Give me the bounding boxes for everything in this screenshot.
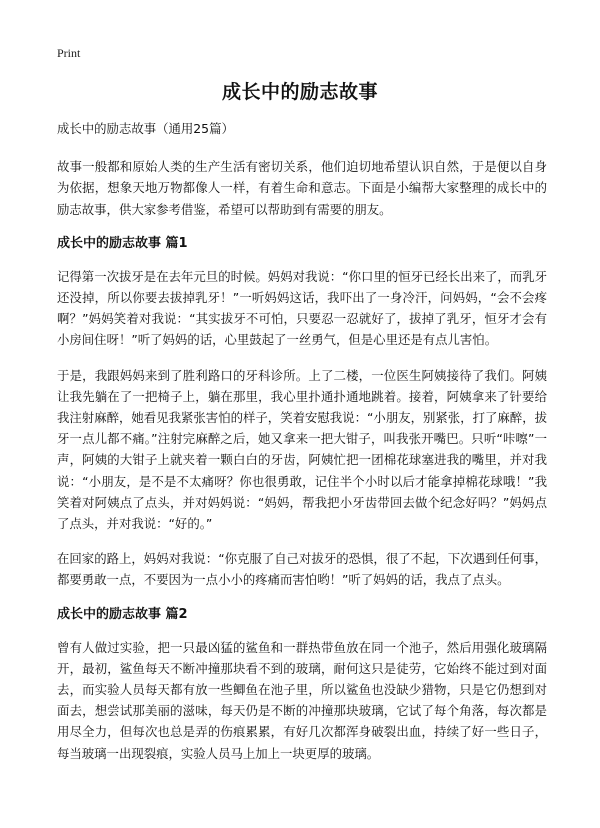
story-paragraph: 曾有人做过实验，把一只最凶猛的鲨鱼和一群热带鱼放在同一个池子，然后用强化玻璃隔开，最初，鲨鱼每天不断冲撞那块看不到的玻璃，耐何这只是徒劳，它始终不能过到对面去，而实验人员每天都有放一些鲫鱼在池子里，所以鲨鱼也没缺少猎物，只是它仍想到对面去，想尝试那美丽的滋味，每天仍是不断的冲撞那块玻璃，它试了每个角落，每次都是用尽全力，但每次也总是弄的伤痕累累，有好几次都浑身破裂出血，持续了好一些日子，每当玻璃一出现裂痕，实验人员马上加上一块更厚的玻璃。: [57, 639, 547, 761]
story-paragraph: 在回家的路上，妈妈对我说：“你克服了自己对拔牙的恐惧，很了不起，下次遇到任何事，都要勇敢一点，不要因为一点小小的疼痛而害怕哟！”听了妈妈的话，我点了点头。: [57, 551, 547, 588]
document-body: [57, 118, 547, 778]
document-subtitle: 成长中的励志故事（通用25篇）: [57, 121, 234, 136]
section-heading-2: 成长中的励志故事 篇2: [57, 606, 188, 622]
story-paragraph: 于是，我跟妈妈来到了胜利路口的牙科诊所。上了二楼，一位医生阿姨接待了我们。阿姨让我先躺在了一把椅子上，躺在那里，我心里扑通扑通地跳着。接着，阿姨拿来了针要给我注射麻醉，她看见我紧张害怕的样子，笑着安慰我说：“小朋友，别紧张，打了麻醉，拔牙一点儿都不痛。”注射完麻醉之后，她又拿来一把大钳子，叫我张开嘴巴。只听“咔嚓”一声，阿姨的大钳子上就夹着一颗白白的牙齿，阿姨忙把一团棉花球塞进我的嘴里，并对我说：“小朋友，是不是不太痛呀？你也很勇敢，记住半个小时以后才能拿掉棉花球哦！”我笑着对阿姨点了点头，并对妈妈说：“妈妈，帮我把小牙齿带回去做个纪念好吗？”妈妈点了点头，并对我说：“好的。”: [57, 367, 547, 532]
document-title: 成长中的励志故事: [221, 81, 378, 103]
section-heading-1: 成长中的励志故事 篇1: [57, 235, 188, 251]
story-paragraph: 记得第一次拔牙是在去年元旦的时候。妈妈对我说：“你口里的恒牙已经长出来了，而乳牙还没掉，所以你要去拔掉乳牙！”一听妈妈这话，我吓出了一身冷汗，问妈妈，“会不会疼啊？”妈妈笑着对我说：“其实拔牙不可怕，只要忍一忍就好了，拔掉了乳牙，恒牙才会有小房间住呀！”听了妈妈的话，心里鼓起了一丝勇气，但是心里还是有点儿害怕。: [57, 268, 547, 348]
print-link[interactable]: Print: [57, 46, 81, 60]
intro-paragraph: 故事一般都和原始人类的生产生活有密切关系，他们迫切地希望认识自然，于是便以自身为依据，想象天地万物都像人一样，有着生命和意志。下面是小编帮大家整理的成长中的励志故事，供大家参考借鉴，希望可以帮助到有需要的朋友。: [57, 159, 547, 217]
